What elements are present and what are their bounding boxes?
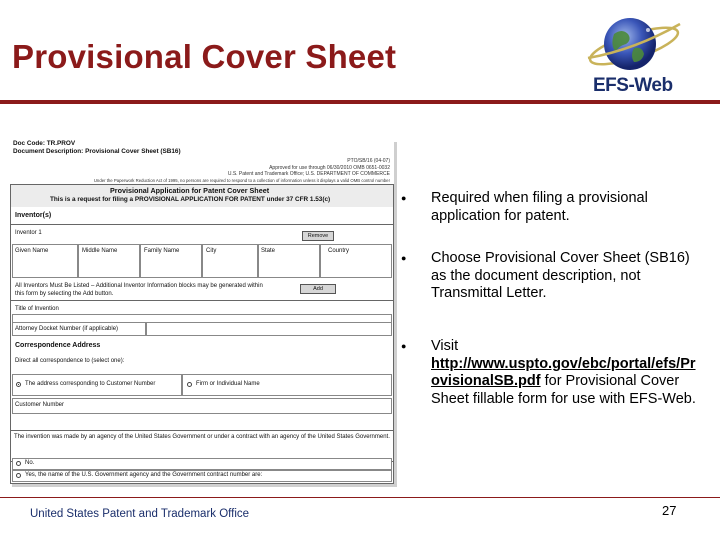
bullet-dot-icon: ● bbox=[401, 193, 407, 203]
form-opt-no-cell bbox=[12, 458, 392, 470]
form-correspondence-address: Correspondence Address bbox=[15, 342, 101, 349]
bullet-link-prefix: Visit bbox=[431, 338, 459, 354]
form-col-family: Family Name bbox=[144, 248, 180, 254]
form-remove-button: Remove bbox=[302, 231, 334, 241]
footer-text: United States Patent and Trademark Office bbox=[30, 508, 250, 520]
form-col-state: State bbox=[261, 248, 276, 254]
form-doc-code: Doc Code: TR.PROV bbox=[13, 140, 76, 147]
form-divider bbox=[10, 224, 394, 225]
bullet-dot-icon: ● bbox=[401, 341, 407, 351]
bullet-link-suffix: for Provisional Cover Sheet fillable form for use with EFS-Web. bbox=[431, 373, 696, 407]
form-all-inventors-note: All Inventors Must Be Listed – Additional Inventor Information blocks may be generated within this form by selecting the Add button. bbox=[15, 283, 263, 297]
form-divider bbox=[10, 300, 394, 301]
form-col-middle: Middle Name bbox=[82, 248, 118, 254]
footer-divider bbox=[0, 497, 720, 498]
form-shadow-right bbox=[394, 142, 397, 486]
form-customer-number-cell bbox=[12, 398, 392, 414]
form-docket-input bbox=[146, 322, 392, 336]
form-radio-yes bbox=[16, 473, 21, 478]
logo-text-dash: - bbox=[628, 75, 635, 96]
bullet-dot-icon: ● bbox=[401, 253, 407, 263]
form-radio-firm bbox=[187, 382, 192, 387]
form-omb-line: U.S. Patent and Trademark Office; U.S. DEPARTMENT OF COMMERCE bbox=[227, 171, 390, 177]
form-add-button: Add bbox=[300, 284, 336, 294]
form-col-city: City bbox=[206, 248, 217, 254]
form-inventors-label: Inventor(s) bbox=[15, 212, 52, 219]
form-option-customer: The address corresponding to Customer Number bbox=[25, 381, 156, 387]
form-title-of-invention: Title of Invention bbox=[15, 306, 59, 312]
logo-text-web: Web bbox=[634, 75, 673, 96]
logo-text-efs: EFS bbox=[593, 75, 629, 96]
form-opt-no: No. bbox=[25, 460, 35, 466]
provisional-form-image bbox=[10, 140, 394, 484]
efs-web-logo-text bbox=[593, 75, 673, 97]
form-gov-agency: The invention was made by an agency of the United States Government or under a contract with an agency of the United States Government. bbox=[14, 434, 390, 440]
form-omb-line: PTO/SB/16 (04-07) bbox=[347, 158, 390, 164]
form-col-country: Country bbox=[328, 248, 350, 254]
form-radio-customer bbox=[16, 382, 21, 387]
form-omb-line: Under the Paperwork Reduction Act of 1995, no persons are required to respond to a collection of information unless it displays a valid OMB control number bbox=[93, 177, 390, 183]
form-title: Provisional Application for Patent Cover Sheet bbox=[110, 186, 270, 195]
provisional-sb-link[interactable]: http://www.uspto.gov/ebc/portal/efs/ProvisionalSB.pdf bbox=[431, 355, 696, 389]
form-radio-no bbox=[16, 461, 21, 466]
form-doc-header bbox=[13, 140, 181, 156]
form-col-given: Given Name bbox=[15, 248, 49, 254]
title-divider bbox=[0, 100, 720, 104]
form-customer-number: Customer Number bbox=[15, 402, 65, 408]
form-attorney-docket: Attorney Docket Number (if applicable) bbox=[15, 326, 119, 332]
form-omb-block bbox=[94, 158, 390, 184]
bullet-text: Required when filing a provisional application for patent. bbox=[431, 190, 648, 224]
bullet-text: Choose Provisional Cover Sheet (SB16) as the document description, not Transmittal Letter. bbox=[431, 250, 690, 301]
bullet-text-with-link bbox=[431, 338, 701, 408]
form-shadow-bottom bbox=[12, 484, 397, 487]
slide-title: Provisional Cover Sheet bbox=[12, 38, 397, 75]
form-subtitle: This is a request for filing a PROVISIONAL APPLICATION FOR PATENT under 37 CFR 1.53(c) bbox=[50, 196, 331, 203]
form-opt-yes: Yes, the name of the U.S. Government agency and the Government contract number are: bbox=[25, 472, 263, 478]
form-omb-line: Approved for use through 06/30/2010 OMB 0651-0032 bbox=[269, 164, 390, 171]
form-direct-all: Direct all correspondence to (select one): bbox=[15, 358, 125, 364]
form-doc-description: Document Description: Provisional Cover Sheet (SB16) bbox=[13, 148, 181, 155]
form-option-firm: Firm or Individual Name bbox=[196, 381, 260, 387]
page-number: 27 bbox=[662, 503, 677, 518]
form-inventor-1-label: Inventor 1 bbox=[15, 230, 42, 236]
